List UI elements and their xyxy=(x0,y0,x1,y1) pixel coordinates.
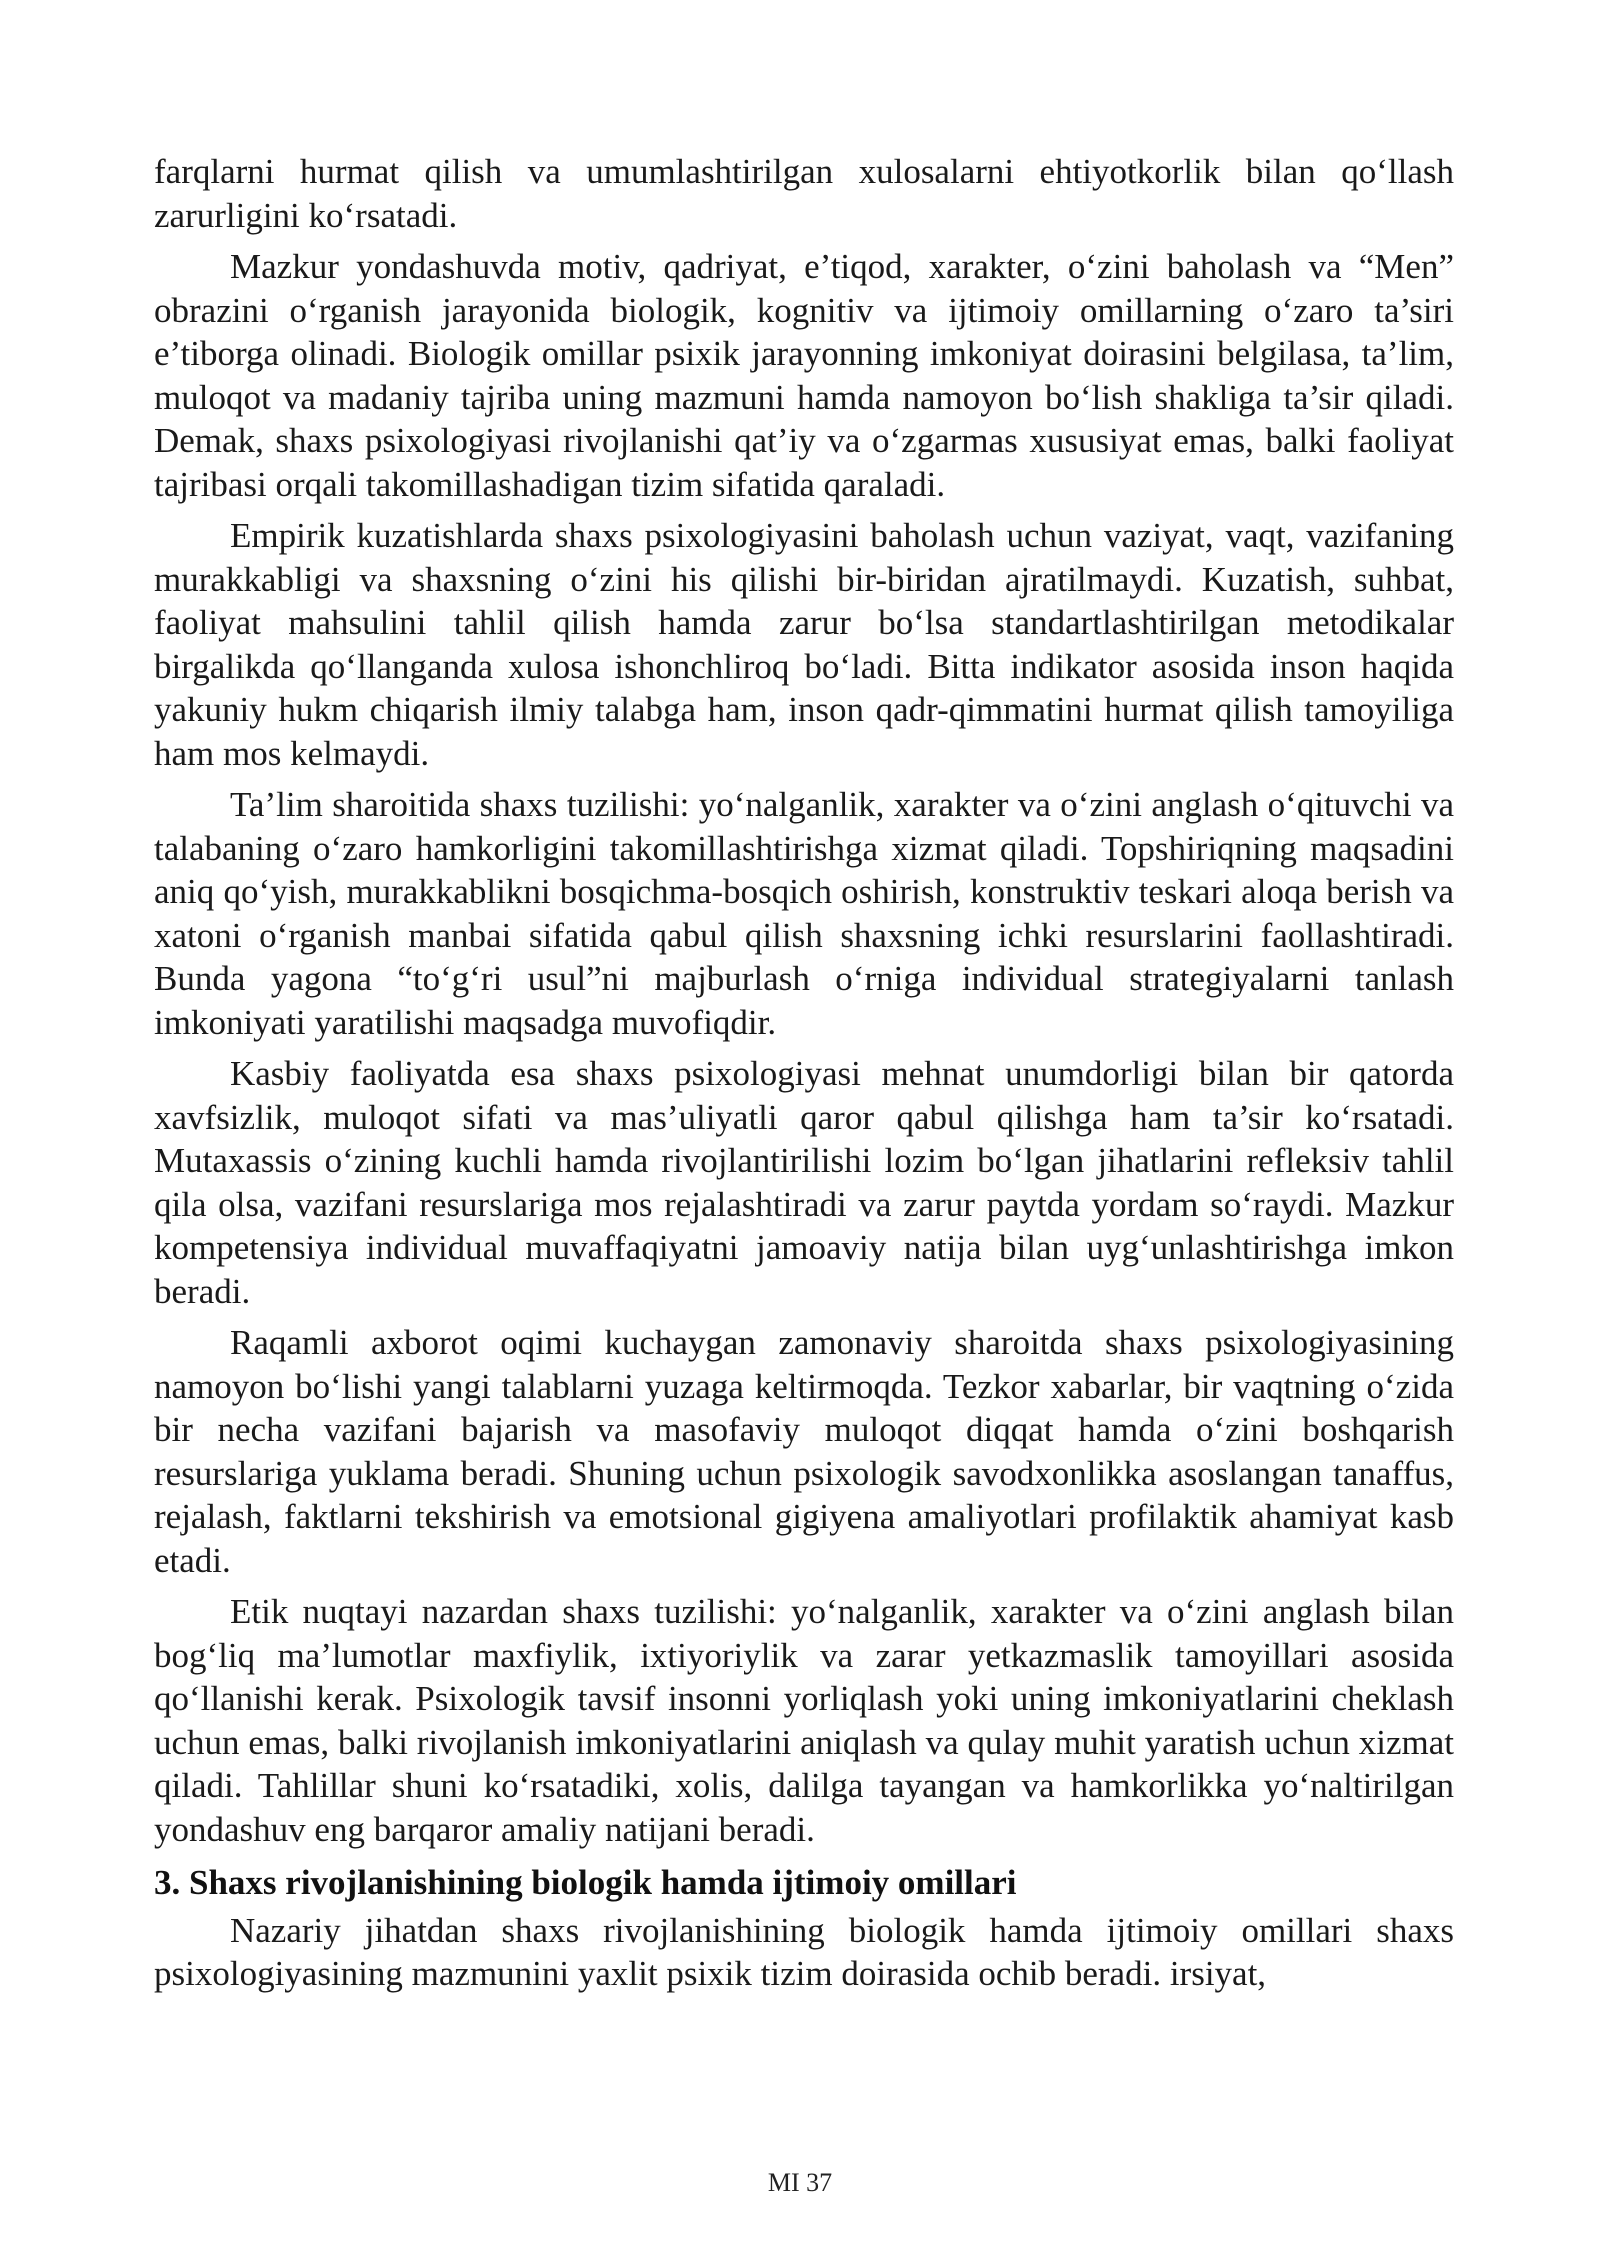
paragraph-approach: Mazkur yondashuvda motiv, qadriyat, e’tiqod, xarakter, o‘zini baholash va “Men” obrazini o‘rganish jarayonida biologik, kognitiv va ijtimoiy omillarning o‘zaro ta’siri e’tiborga olinadi. Biologik omillar psixik jarayonning imkoniyat doirasini belgilasa, ta’lim, muloqot va madaniy tajriba uning mazmuni hamda namoyon bo‘lish shakliga ta’sir qiladi. Demak, shaxs psixologiyasi rivojlanishi qat’iy va o‘zgarmas xususiyat emas, balki faoliyat tajribasi orqali takomillashadigan tizim sifatida qaraladi. xyxy=(154,247,1454,504)
paragraph-section-intro: Nazariy jihatdan shaxs rivojlanishining biologik hamda ijtimoiy omillari shaxs psixologiyasining mazmunini yaxlit psixik tizim doirasida ochib beradi. irsiyat, xyxy=(154,1910,1454,1993)
paragraph-ethics: Etik nuqtayi nazardan shaxs tuzilishi: yo‘nalganlik, xarakter va o‘zini anglash bilan bog‘liq ma’lumotlar maxfiylik, ixtiyoriylik va zarar yetkazmaslik tamoyillari asosida qo‘llanishi kerak. Psixologik tavsif insonni yorliqlash yoki uning imkoniyatlarini cheklash uchun emas, balki rivojlanish imkoniyatlarini aniqlash va qulay muhit yaratish uchun xizmat qiladi. Tahlillar shuni ko‘rsatadiki, xolis, dalilga tayangan va hamkorlikka yo‘naltirilgan yondashuv eng barqaror amaliy natijani beradi. xyxy=(154,1592,1454,1849)
page-number: MI 37 xyxy=(767,2168,833,2197)
paragraph-continuation: farqlarni hurmat qilish va umumlashtirilgan xulosalarni ehtiyotkorlik bilan qo‘llash zarurligini ko‘rsatadi. xyxy=(154,152,1454,235)
paragraph-professional: Kasbiy faoliyatda esa shaxs psixologiyasi mehnat unumdorligi bilan bir qatorda xavfsizlik, muloqot sifati va mas’uliyatli qaror qabul qilishga ham ta’sir ko‘rsatadi. Mutaxassis o‘zining kuchli hamda rivojlantirilishi lozim bo‘lgan jihatlarini refleksiv tahlil qila olsa, vazifani resurslariga mos rejalashtiradi va zarur paytda yordam so‘raydi. Mazkur kompetensiya individual muvaffaqiyatni jamoaviy natija bilan uyg‘unlashtirishga imkon beradi. xyxy=(154,1054,1454,1311)
section-heading: 3. Shaxs rivojlanishining biologik hamda ijtimoiy omillari xyxy=(154,1863,1017,1902)
paragraph-education: Ta’lim sharoitida shaxs tuzilishi: yo‘nalganlik, xarakter va o‘zini anglash o‘qituvchi va talabaning o‘zaro hamkorligini takomillashtirishga xizmat qiladi. Topshiriqning maqsadini aniq qo‘yish, murakkablikni bosqichma-bosqich oshirish, konstruktiv teskari aloqa berish va xatoni o‘rganish manbai sifatida qabul qilish shaxsning ichki resurslarini faollashtiradi. Bunda yagona “to‘g‘ri usul”ni majburlash o‘rniga individual strategiyalarni tanlash imkoniyati yaratilishi maqsadga muvofiqdir. xyxy=(154,785,1454,1042)
paragraph-digital: Raqamli axborot oqimi kuchaygan zamonaviy sharoitda shaxs psixologiyasining namoyon bo‘lishi yangi talablarni yuzaga keltirmoqda. Tezkor xabarlar, bir vaqtning o‘zida bir necha vazifani bajarish va masofaviy muloqot diqqat hamda o‘zini boshqarish resurslariga yuklama beradi. Shuning uchun psixologik savodxonlikka asoslangan tanaffus, rejalash, faktlarni tekshirish va emotsional gigiyena amaliyotlari profilaktik ahamiyat kasb etadi. xyxy=(154,1323,1454,1580)
paragraph-empirical: Empirik kuzatishlarda shaxs psixologiyasini baholash uchun vaziyat, vaqt, vazifaning murakkabligi va shaxsning o‘zini his qilishi bir-biridan ajratilmaydi. Kuzatish, suhbat, faoliyat mahsulini tahlil qilish hamda zarur bo‘lsa standartlashtirilgan metodikalar birgalikda qo‘llanganda xulosa ishonchliroq bo‘ladi. Bitta indikator asosida inson haqida yakuniy hukm chiqarish ilmiy talabga ham, inson qadr-qimmatini hurmat qilish tamoyiliga ham mos kelmaydi. xyxy=(154,516,1454,773)
document-page xyxy=(154,150,1454,1996)
